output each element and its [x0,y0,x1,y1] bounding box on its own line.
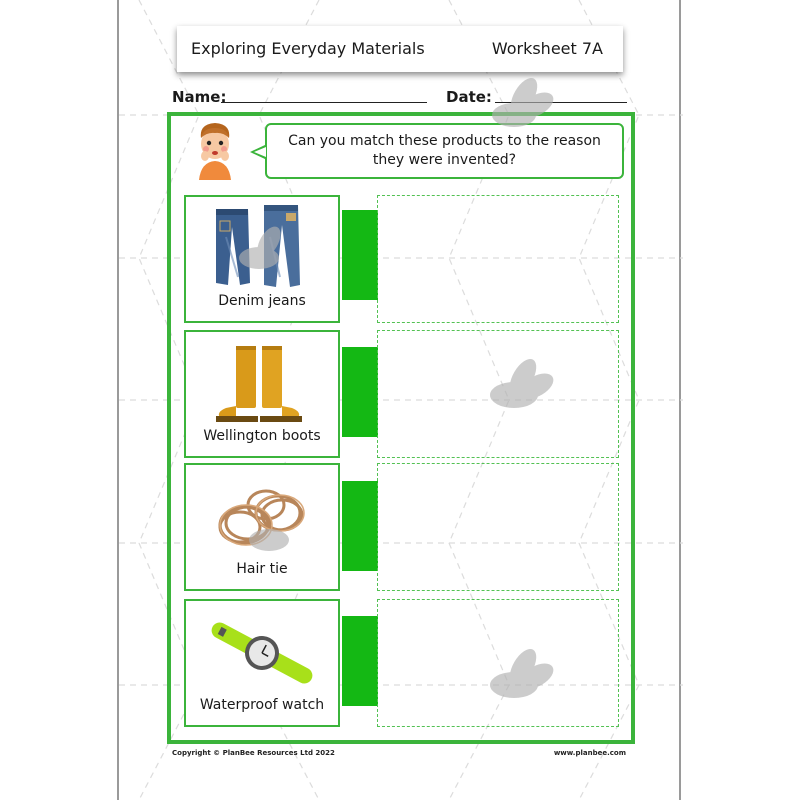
answer-box-2[interactable] [377,330,619,458]
boy-avatar-icon [189,120,241,180]
date-field[interactable] [495,102,627,103]
product-card-hair-tie [184,463,340,591]
product-card-boots [184,330,340,458]
name-field[interactable] [221,102,427,103]
product-label: Hair tie [236,561,288,577]
connector-bar-2 [342,347,378,437]
hair-tie-icon [186,465,338,565]
product-label: Denim jeans [218,293,306,309]
name-label: Name: [172,88,227,106]
question-line-2: they were invented? [372,152,517,168]
date-label: Date: [446,88,492,106]
connector-bar-1 [342,210,378,300]
question-line-1: Can you match these products to the reason [288,133,601,149]
answer-box-3[interactable] [377,463,619,591]
connector-bar-4 [342,616,378,706]
worksheet-number: Worksheet 7A [491,39,603,58]
worksheet-title: Exploring Everyday Materials [191,39,425,58]
worksheet-page [117,0,681,800]
watch-icon [186,601,338,701]
connector-bar-3 [342,481,378,571]
website-link[interactable]: www.planbee.com [553,749,626,757]
answer-box-1[interactable] [377,195,619,323]
question-bubble [265,123,624,179]
product-card-watch [184,599,340,727]
speech-bubble-tail-inner [254,147,266,157]
boots-icon [186,332,338,432]
product-label: Wellington boots [203,428,321,444]
title-card [177,26,623,72]
answer-box-4[interactable] [377,599,619,727]
copyright-text: Copyright © PlanBee Resources Ltd 2022 [172,749,335,757]
product-card-jeans [184,195,340,323]
product-label: Waterproof watch [199,697,325,713]
jeans-icon [186,197,338,297]
